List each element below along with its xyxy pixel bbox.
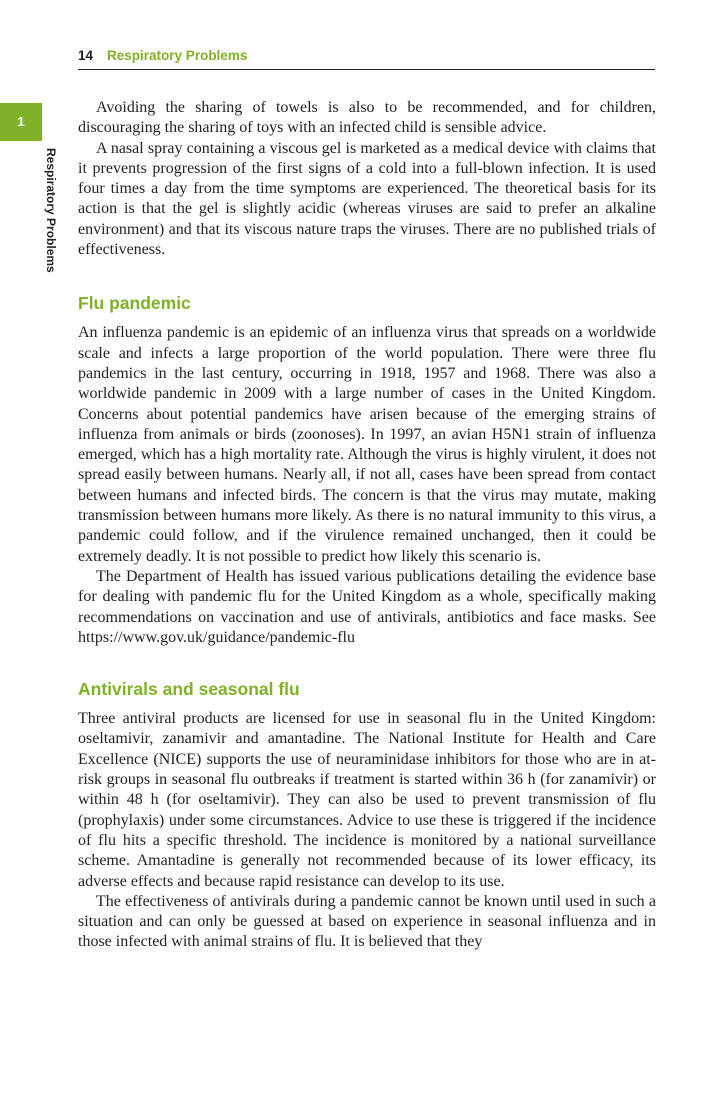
- paragraph-antiviral-products: Three antiviral products are licensed for use in seasonal flu in the United Kingdom: oseltamivir, zanamivir and amantadine. The National Institute for Health and Care Excellence (NICE) supports the use of neuraminidase inhibitors for those who are in at-risk groups in seasonal flu outbreaks if treatment is started within 36 h (for zanamivir) or within 48 h (for oseltamivir). They can also be used to prevent transmission of flu (prophylaxis) under some circumstances. Advice to use these is triggered if the incidence of flu hits a specific threshold. The incidence is monitored by a national surveillance scheme. Amantadine is generally not recommended because of its lower efficacy, its adverse effects and because rapid resistance can develop to its use.: [78, 710, 656, 890]
- page-body: [78, 98, 656, 953]
- running-head: [78, 47, 655, 70]
- heading-flu-pandemic: Flu pandemic: [78, 293, 191, 314]
- chapter-tab: 1: [0, 103, 42, 141]
- chapter-side-label: Respiratory Problems: [44, 148, 58, 273]
- paragraph-antiviral-effectiveness: The effectiveness of antivirals during a pandemic cannot be known until used in such a situation and can only be guessed at based on experience in seasonal influenza and in those infected with animal strains of flu. It is believed that they: [78, 892, 656, 951]
- paragraph-nasal-spray: A nasal spray containing a viscous gel is marketed as a medical device with claims that it prevents progression of the first signs of a cold into a full-blown infection. It is used four times a day from the time symptoms are experienced. The theoretical basis for its action is that the gel is slightly acidic (whereas viruses are said to prefer an alkaline environment) and that its viscous nature traps the viruses. There are no published trials of effectiveness.: [78, 139, 656, 259]
- page-number: 14: [78, 48, 94, 63]
- heading-antivirals-seasonal-flu: Antivirals and seasonal flu: [78, 679, 300, 700]
- paragraph-towels: Avoiding the sharing of towels is also to be recommended, and for children, discouraging the sharing of toys with an infected child is sensible advice.: [78, 99, 656, 137]
- paragraph-pandemic-definition: An influenza pandemic is an epidemic of an influenza virus that spreads on a worldwide scale and infects a large proportion of the world population. There were three flu pandemics in the last century, occurring in 1918, 1957 and 1968. There was also a worldwide pandemic in 2009 with a large number of cases in the United Kingdom. Concerns about potential pandemics have arisen because of the emerging strains of influenza from animals or birds (zoonoses). In 1997, an avian H5N1 strain of influenza emerged, which has a high mortality rate. Although the virus is highly virulent, it does not spread easily between humans. Nearly all, if not all, cases have been spread from contact between humans and infected birds. The concern is that the virus may mutate, making transmission between humans more likely. As there is no natural immunity to this virus, a pandemic could follow, and if the virulence remained unchanged, then it could be extremely deadly. It is not possible to predict how likely this scenario is.: [78, 324, 656, 565]
- running-title: Respiratory Problems: [107, 48, 248, 63]
- paragraph-department-of-health: The Department of Health has issued various publications detailing the evidence base for dealing with pandemic flu for the United Kingdom as a whole, specifically making recommendations on vaccination and use of antivirals, antibiotics and face masks. See https://www.gov.uk/guidance/pandemic-flu: [78, 567, 656, 646]
